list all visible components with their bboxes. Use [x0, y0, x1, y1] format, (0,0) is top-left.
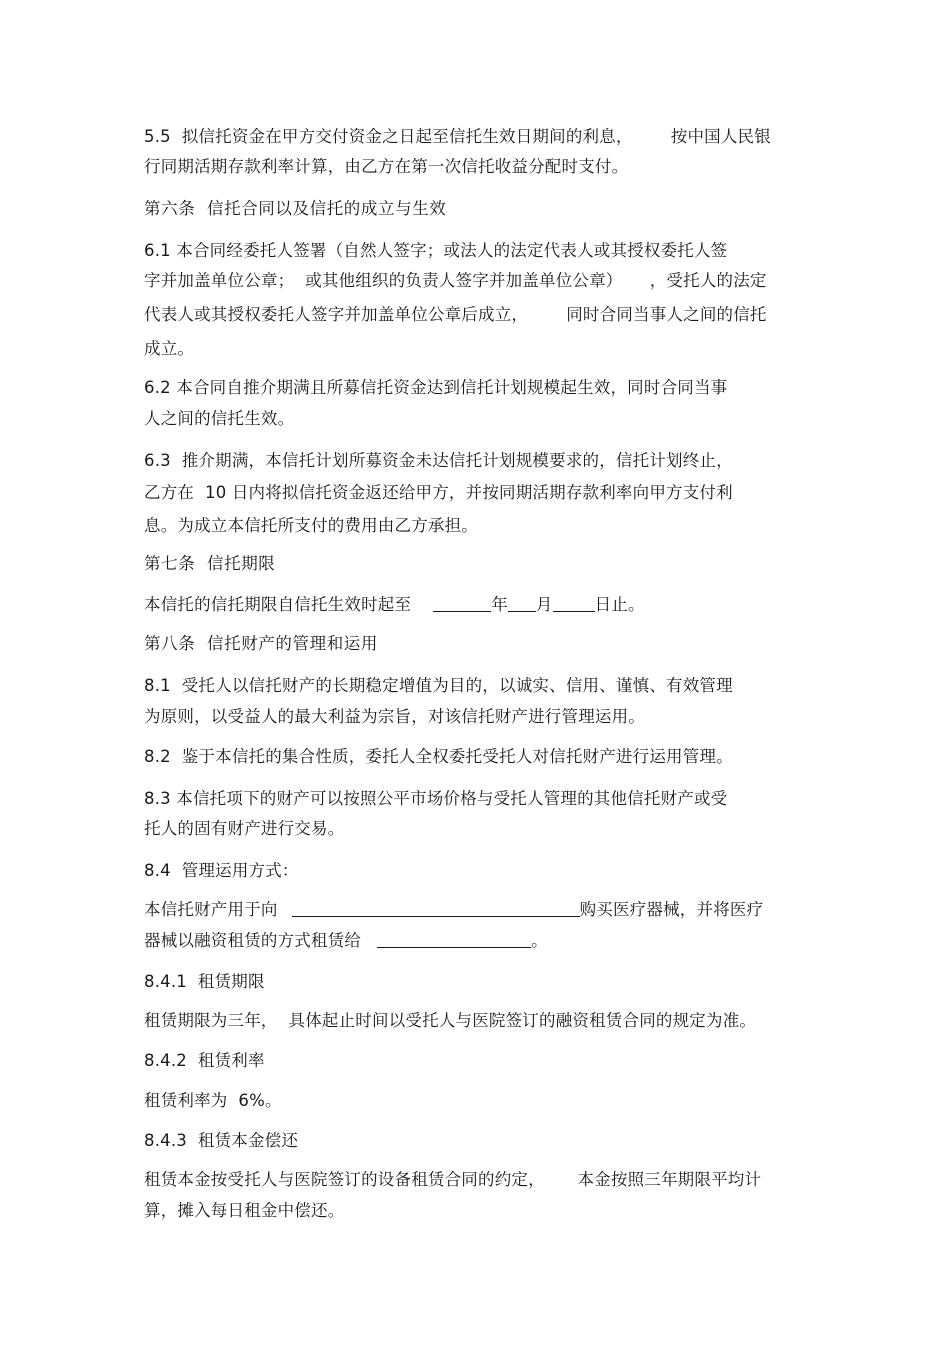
clause-8-4-heading: 8.4 管理运用方式：	[144, 861, 299, 880]
clause-8-3-line-2: 托人的固有财产进行交易。	[144, 819, 345, 838]
clause-8-4-3-heading: 8.4.3 租赁本金偿还	[144, 1131, 299, 1150]
clause-6-1-line-4: 成立。	[144, 339, 195, 358]
clause-6-1-line-3: 代表人或其授权委托人签字并加盖单位公章后成立， 同时合同当事人之间的信托	[144, 305, 767, 324]
trust-term-line	[144, 594, 645, 616]
day-blank	[553, 595, 595, 612]
principal-repayment-line-2: 算，摊入每日租金中偿还。	[144, 1201, 345, 1220]
day-label: 日止。	[594, 595, 645, 614]
supplier-blank	[292, 900, 580, 917]
usage-line-1	[144, 899, 763, 921]
clause-6-1-line-2: 字并加盖单位公章； 或其他组织的负责人签字并加盖单位公章） ，受托人的法定	[144, 271, 767, 290]
clause-8-2-line: 8.2 鉴于本信托的集合性质，委托人全权委托受托人对信托财产进行运用管理。	[144, 747, 733, 766]
usage-text-3: 器械以融资租赁的方式租赁给	[144, 931, 362, 950]
lease-rate-text: 租赁利率为 6%。	[144, 1091, 282, 1110]
article-7-heading: 第七条 信托期限	[144, 554, 276, 573]
clause-8-1-line-2: 为原则，以受益人的最大利益为宗旨，对该信托财产进行管理运用。	[144, 707, 645, 726]
usage-line-2	[144, 930, 548, 952]
month-blank	[508, 595, 536, 612]
year-blank	[433, 595, 491, 612]
clause-6-3-line-3: 息。为成立本信托所支付的费用由乙方承担。	[144, 516, 478, 535]
usage-text-1: 本信托财产用于向	[144, 900, 278, 919]
clause-6-3-line-2: 乙方在 10 日内将拟信托资金返还给甲方，并按同期活期存款利率向甲方支付利	[144, 483, 733, 502]
principal-repayment-line-1: 租赁本金按受托人与医院签订的设备租赁合同的约定， 本金按照三年期限平均计	[144, 1170, 762, 1189]
clause-6-1-line-1: 6.1 本合同经委托人签署（自然人签字；或法人的法定代表人或其授权委托人签	[144, 241, 728, 260]
clause-6-2-line-1: 6.2 本合同自推介期满且所募信托资金达到信托计划规模起生效，同时合同当事	[144, 378, 728, 397]
clause-6-2-line-2: 人之间的信托生效。	[144, 409, 295, 428]
trust-term-text: 本信托的信托期限自信托生效时起至	[144, 595, 412, 614]
clause-8-1-line-1: 8.1 受托人以信托财产的长期稳定增值为目的，以诚实、信用、谨慎、有效管理	[144, 676, 733, 695]
usage-text-2: 购买医疗器械，并将医疗	[579, 900, 764, 919]
month-label: 月	[535, 595, 553, 614]
clause-6-3-line-1: 6.3 推介期满，本信托计划所募资金未达信托计划规模要求的，信托计划终止，	[144, 451, 733, 470]
clause-8-3-line-1: 8.3 本信托项下的财产可以按照公平市场价格与受托人管理的其他信托财产或受	[144, 789, 728, 808]
article-6-heading: 第六条 信托合同以及信托的成立与生效	[144, 199, 447, 218]
usage-text-4: 。	[531, 931, 548, 950]
lessee-blank	[377, 931, 531, 948]
clause-5-5-line-2: 行同期活期存款利率计算，由乙方在第一次信托收益分配时支付。	[144, 157, 629, 176]
clause-5-5-line-1: 5.5 拟信托资金在甲方交付资金之日起至信托生效日期间的利息， 按中国人民银	[144, 127, 771, 146]
lease-term-text: 租赁期限为三年， 具体起止时间以受托人与医院签订的融资租赁合同的规定为准。	[144, 1011, 757, 1030]
clause-8-4-2-heading: 8.4.2 租赁利率	[144, 1051, 265, 1070]
clause-8-4-1-heading: 8.4.1 租赁期限	[144, 972, 265, 991]
year-label: 年	[491, 595, 508, 614]
article-8-heading: 第八条 信托财产的管理和运用	[144, 634, 378, 653]
